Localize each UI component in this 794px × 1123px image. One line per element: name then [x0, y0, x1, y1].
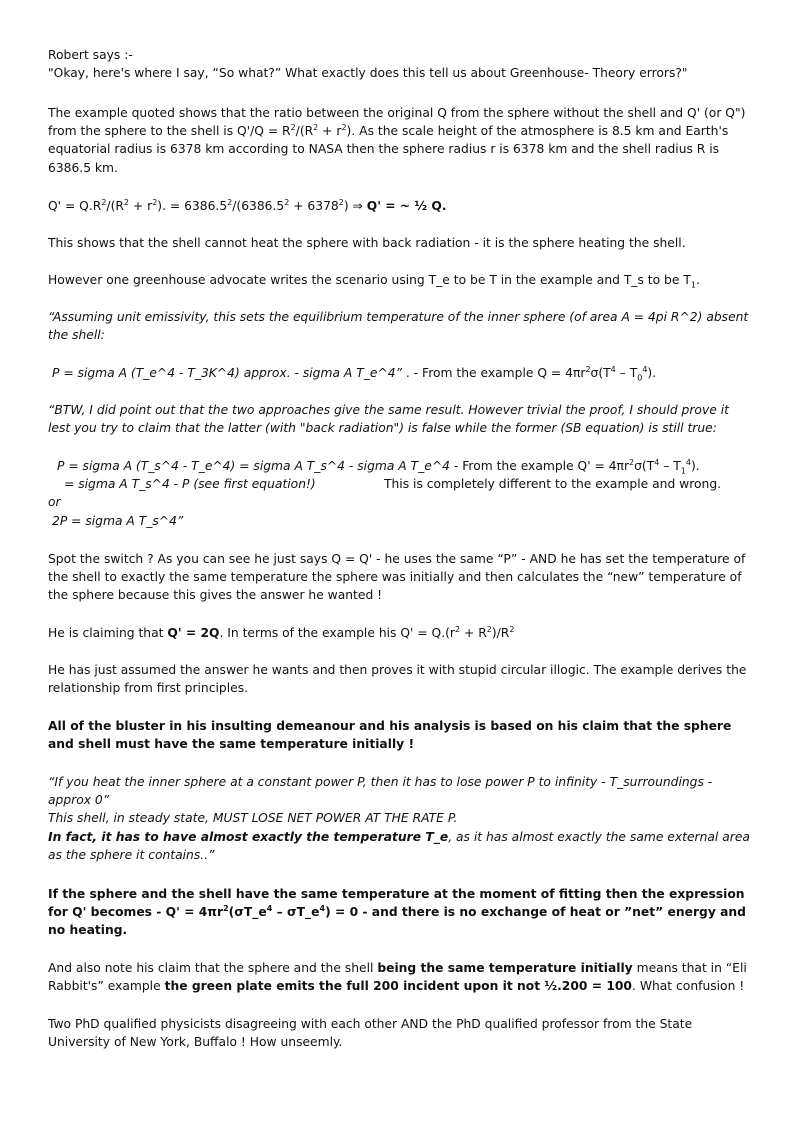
- equation-sphere: P = sigma A (T_e^4 - T_3K^4) approx. - sigma A T_e^4” . - From the example $Q = 4\pi r^2\sigma(T^4 - T_0^4)$.: [52, 364, 657, 383]
- paragraph-physicists: Two PhD qualified physicists disagreeing with each other AND the PhD qualified professor from the State University of New York, Buffalo ! How unseemly.: [48, 1017, 693, 1050]
- paragraph-circular: He has just assumed the answer he wants and then proves it with stupid circular illogic. The example derives the relationship from first principles.: [48, 663, 747, 696]
- paragraph-bluster: All of the bluster in his insulting demeanour and his analysis is based on his claim that the sphere and shell must have the same temperature initially !: [48, 719, 732, 752]
- intro: [48, 46, 750, 82]
- paragraph-same-temperature: If the sphere and the shell have the same temperature at the moment of fitting then the expression for Q' becomes - $Q' = 4\pi r^2(\sigma T\_e^4$ – $\sigma T\_e^4) = 0$ - and there is no exchange of heat or ”net” energy and no heating.: [48, 887, 746, 938]
- paragraph-shell: This shows that the shell cannot heat the sphere with back radiation - it is the sphere heating the shell.: [48, 236, 686, 250]
- paragraph-green-plate: And also note his claim that the sphere and the shell being the same temperature initially means that in “Eli Rabbit's” example the green plate emits the full 200 incident upon it not ½.200 = 100. What confusion !: [48, 961, 747, 994]
- quote-btw: “BTW, I did point out that the two approaches give the same result. However trivial the proof, I should prove it lest you try to claim that the latter (with "back radiation") is false while the former (SB equation) is still true:: [48, 403, 729, 436]
- paragraph-advocate: However one greenhouse advocate writes the scenario using T_e to be T in the example and T_s to be $T_1$.: [48, 273, 700, 290]
- question-line: "Okay, here's where I say, “So what?” What exactly does this tell us about Greenhouse- Theory errors?": [48, 66, 688, 81]
- equation-block: P = sigma A (T_s^4 - T_e^4) = sigma A T_s^4 - sigma A T_e^4 - From the example $Q' = 4\pi r^2\sigma(T^4 - T_1^4)$. = sigma A T_s^4 - P (see first equation!) This is completely different to the example and wrong. or 2P = sigma A T_s^4”: [48, 457, 722, 528]
- paragraph-claim: He is claiming that Q' = 2Q. In terms of the example his $Q' = Q.(r^2 + R^2)/R^2$: [48, 624, 515, 640]
- equation-ratio: $Q' = Q.R^2/(R^2 + r^2)$. = $6386.5^2/(6386.5^2 + 6378^2)$ ⇒ Q' = ~ ½ Q.: [48, 197, 447, 213]
- quote-emissivity: “Assuming unit emissivity, this sets the equilibrium temperature of the inner sphere (of area A = 4pi R^2) absent the shell:: [48, 310, 749, 343]
- speaker-line: Robert says :-: [48, 48, 133, 62]
- wrong-note: This is completely different to the example and wrong.: [384, 477, 722, 492]
- quote-heat: “If you heat the inner sphere at a constant power P, then it has to lose power P to infinity - T_surroundings - approx 0” This shell, in steady state, MUST LOSE NET POWER AT THE RATE P. In fact, it has to have almost exactly the temperature T_e, as it has almost exactly the same external area as the sphere it contains..”: [48, 775, 750, 862]
- paragraph-ratio: The example quoted shows that the ratio between the original Q from the sphere without the shell and Q' (or Q") from the sphere to the shell is $Q'/Q = R^2/(R^2 + r^2)$. As the scale height of the atmosphere is 8.5 km and Earth's equatorial radius is 6378 km according to NASA then the sphere radius r is 6378 km and the shell radius R is 6386.5 km.: [48, 106, 746, 175]
- equation-result: Q' = ~ ½ Q.: [366, 199, 447, 213]
- paragraph-switch: Spot the switch ? As you can see he just says Q = Q' - he uses the same “P” - AND he has set the temperature of the shell to exactly the same temperature the sphere was initially and then calculates the “new” temperature of the sphere because this gives the answer he wanted !: [48, 552, 746, 603]
